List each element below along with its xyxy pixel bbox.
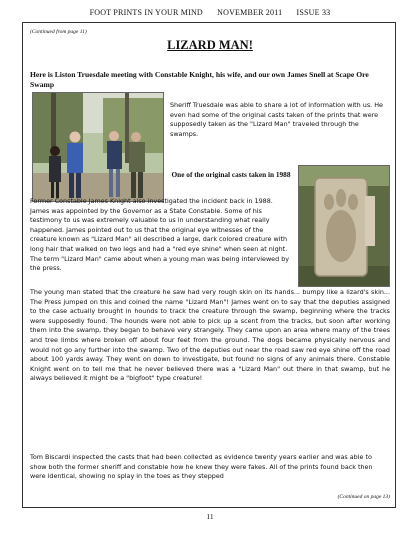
continued-on-note: (Continued on page 13) — [337, 494, 390, 500]
paragraph-sheriff: Sheriff Truesdale was able to share a lot of information with us. He even had some of the original casts taken of the prints that were supposedly taken as the "Lizard Man" traveled through the swamps. — [170, 101, 383, 138]
issue-date: NOVEMBER 2011 — [217, 8, 283, 17]
intro-heading: Here is Liston Truesdale meeting with Constable Knight, his wife, and our own James Snell at Scape Ore Swamp — [30, 70, 369, 89]
cast-photo-image — [299, 166, 389, 286]
meeting-photo — [32, 92, 164, 202]
continued-from-note: (Continued from page 11) — [30, 29, 87, 35]
article-title: LIZARD MAN! — [167, 38, 253, 52]
paragraph-hounds: The young man stated that the creature he saw had very rough skin on its hands... bumpy like a lizard's skin... The Press jumped on this and coined the name "Lizard Man"! James went on to say that the deputies assigned to the case actually brought in hounds to track the creature through the swamp, beginning where the tracks were supposedly found. The hounds were not able to pick up a scent from the tracks, but soon after working them into the swamp, they began to behave very strangely. They came upon an area where many of the trees and tree limbs where broken off about four feet from the ground. The dogs became physically nervous and would not go any further into the swamp. Two of the deputies out near the road saw red eye shine off the road about 100 yards away. They went on down to investigate, but found no signs of any animals there. Constable Knight went on to tell me that he never believed there was a "Lizard Man" out there in that swamp, but he always believed it might be a "bigfoot" type creature! — [30, 288, 390, 383]
issue-number: ISSUE 33 — [296, 8, 331, 17]
paragraph-biscardi: Tom Biscardi inspected the casts that had been collected as evidence twenty years earlier and was able to show both the former sheriff and constable how he knew they were fakes. All of the prints found back then were identical, showing no splay in the toes as they stepped — [30, 453, 373, 481]
meeting-photo-image — [33, 93, 163, 201]
cast-photo-caption: One of the original casts taken in 1988 — [171, 170, 291, 179]
publication-name: FOOT PRINTS IN YOUR MIND — [89, 8, 203, 17]
cast-photo — [298, 165, 390, 287]
paragraph-constable: Former Constable James Knight also investigated the incident back in 1988. James was appointed by the Governor as a State Constable. Some of his testimony to us was extremely valuable to us in understanding what really happened. James pointed out to us that the original eye witnesses of the creature known as "Lizard Man" all described a large, dark colored creature with long hair that walked on two legs and had a "red eye shine" when seen at night. The term "Lizard Man" came about when a young man was being interviewed by the press. — [30, 197, 290, 273]
page-header — [0, 8, 420, 17]
page-number: 11 — [206, 512, 214, 521]
